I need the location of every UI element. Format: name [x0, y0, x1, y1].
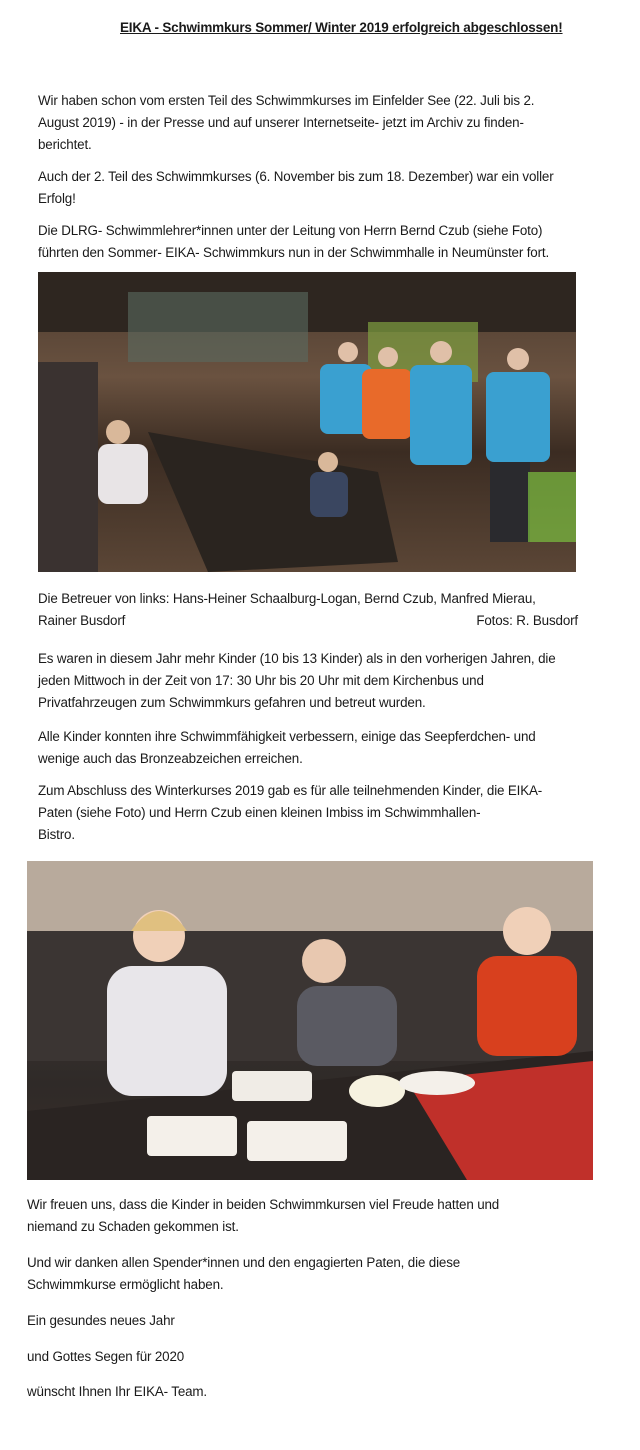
- paragraph: [38, 648, 598, 714]
- paragraph-line: Paten (siehe Foto) und Herrn Czub einen kleinen Imbiss im Schwimmhallen-: [38, 805, 481, 820]
- caption-line: Die Betreuer von links: Hans-Heiner Schaalburg-Logan, Bernd Czub, Manfred Mierau,: [38, 591, 536, 606]
- paragraph-line: wünscht Ihnen Ihr EIKA- Team.: [27, 1384, 207, 1399]
- photo-swim-instructors-and-children: [38, 272, 576, 572]
- paragraph-line: Privatfahrzeugen zum Schwimmkurs gefahren und betreut wurden.: [38, 695, 426, 710]
- paragraph-line: wenige auch das Bronzeabzeichen erreichen.: [38, 751, 303, 766]
- paragraph-line: und Gottes Segen für 2020: [27, 1349, 185, 1364]
- paragraph-line: Wir haben schon vom ersten Teil des Schwimmkurses im Einfelder See (22. Juli bis 2.: [38, 93, 535, 108]
- paragraph-line: Ein gesundes neues Jahr: [27, 1313, 175, 1328]
- paragraph-line: berichtet.: [38, 137, 92, 152]
- paragraph: [27, 1381, 607, 1403]
- paragraph-line: Bistro.: [38, 827, 75, 842]
- photo-credit: Fotos: R. Busdorf: [476, 613, 578, 628]
- paragraph: [38, 166, 598, 210]
- paragraph-line: niemand zu Schaden gekommen ist.: [27, 1219, 239, 1234]
- paragraph: [38, 90, 598, 156]
- paragraph-line: führten den Sommer- EIKA- Schwimmkurs nun in der Schwimmhalle in Neumünster fort.: [38, 245, 550, 260]
- paragraph-line: Und wir danken allen Spender*innen und den engagierten Paten, die diese: [27, 1255, 461, 1270]
- paragraph: [27, 1310, 607, 1332]
- caption-names: Rainer Busdorf: [38, 613, 126, 628]
- paragraph: [27, 1346, 607, 1368]
- paragraph-line: Zum Abschluss des Winterkurses 2019 gab es für alle teilnehmenden Kinder, die EIKA-: [38, 783, 543, 798]
- photo-caption: [38, 588, 578, 632]
- paragraph-line: Es waren in diesem Jahr mehr Kinder (10 bis 13 Kinder) als in den vorherigen Jahren, die: [38, 651, 556, 666]
- paragraph: [27, 1194, 607, 1238]
- paragraph: [27, 1252, 607, 1296]
- paragraph-line: Auch der 2. Teil des Schwimmkurses (6. November bis zum 18. Dezember) war ein voller: [38, 169, 554, 184]
- paragraph-line: jeden Mittwoch in der Zeit von 17: 30 Uhr bis 20 Uhr mit dem Kirchenbus und: [38, 673, 484, 688]
- paragraph: [38, 780, 598, 846]
- paragraph: [38, 220, 598, 264]
- paragraph-line: August 2019) - in der Presse und auf unserer Internetseite- jetzt im Archiv zu finden-: [38, 115, 524, 130]
- paragraph-line: Erfolg!: [38, 191, 76, 206]
- photo-children-at-bistro: [27, 861, 593, 1180]
- paragraph-line: Alle Kinder konnten ihre Schwimmfähigkeit verbessern, einige das Seepferdchen- und: [38, 729, 536, 744]
- document-title: EIKA - Schwimmkurs Sommer/ Winter 2019 erfolgreich abgeschlossen!: [120, 20, 563, 35]
- paragraph-line: Wir freuen uns, dass die Kinder in beiden Schwimmkursen viel Freude hatten und: [27, 1197, 500, 1212]
- paragraph-line: Schwimmkurse ermöglicht haben.: [27, 1277, 224, 1292]
- paragraph-line: Die DLRG- Schwimmlehrer*innen unter der Leitung von Herrn Bernd Czub (siehe Foto): [38, 223, 543, 238]
- paragraph: [38, 726, 598, 770]
